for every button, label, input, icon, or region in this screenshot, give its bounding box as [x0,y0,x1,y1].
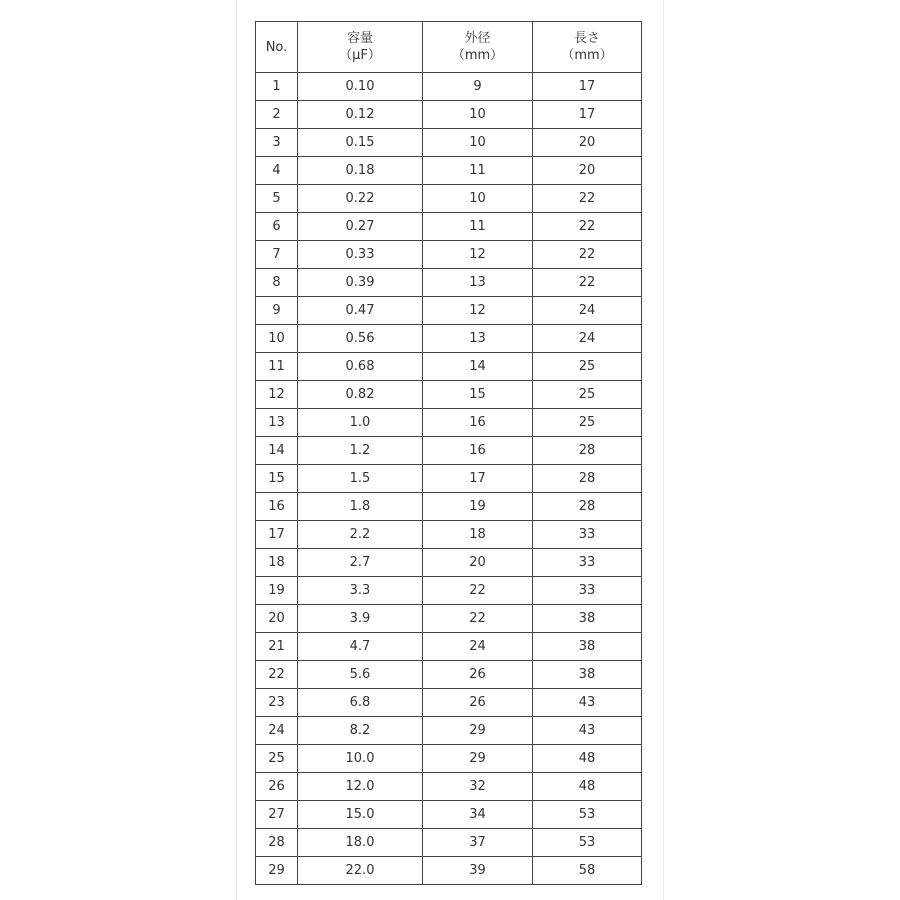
cell-outer-diameter: 10 [423,185,533,213]
table-row [256,745,642,773]
cell-no: 19 [256,577,298,605]
cell-no: 27 [256,801,298,829]
table-row [256,241,642,269]
header-outer-diameter-label: 外径 [464,31,491,46]
cell-no: 5 [256,185,298,213]
cell-no: 21 [256,633,298,661]
cell-outer-diameter: 22 [423,577,533,605]
header-capacitance-unit: （μF） [339,48,381,63]
cell-outer-diameter: 32 [423,773,533,801]
cell-outer-diameter: 24 [423,633,533,661]
table-body [256,73,642,885]
cell-length: 22 [533,269,642,297]
cell-capacitance: 0.82 [298,381,423,409]
table-row [256,157,642,185]
cell-no: 16 [256,493,298,521]
cell-length: 33 [533,577,642,605]
cell-outer-diameter: 14 [423,353,533,381]
table-row [256,465,642,493]
cell-no: 4 [256,157,298,185]
header-no [256,22,298,73]
cell-length: 22 [533,241,642,269]
table-row [256,605,642,633]
cell-capacitance: 10.0 [298,745,423,773]
table-row [256,129,642,157]
cell-outer-diameter: 20 [423,549,533,577]
cell-length: 22 [533,213,642,241]
cell-capacitance: 0.68 [298,353,423,381]
cell-length: 33 [533,549,642,577]
cell-length: 24 [533,297,642,325]
table-row [256,829,642,857]
cell-length: 43 [533,689,642,717]
cell-capacitance: 12.0 [298,773,423,801]
cell-outer-diameter: 19 [423,493,533,521]
cell-outer-diameter: 18 [423,521,533,549]
table-row [256,857,642,885]
capacitor-spec-table [255,21,642,885]
cell-length: 28 [533,465,642,493]
table-row [256,381,642,409]
cell-outer-diameter: 22 [423,605,533,633]
cell-capacitance: 0.33 [298,241,423,269]
cell-length: 43 [533,717,642,745]
cell-capacitance: 0.12 [298,101,423,129]
cell-length: 28 [533,437,642,465]
cell-no: 11 [256,353,298,381]
cell-length: 22 [533,185,642,213]
header-length-label: 長さ [573,31,600,46]
cell-capacitance: 2.2 [298,521,423,549]
cell-no: 14 [256,437,298,465]
cell-no: 25 [256,745,298,773]
table-row [256,661,642,689]
cell-outer-diameter: 15 [423,381,533,409]
cell-capacitance: 0.22 [298,185,423,213]
table-row [256,801,642,829]
table-row [256,325,642,353]
cell-outer-diameter: 11 [423,157,533,185]
cell-outer-diameter: 10 [423,101,533,129]
cell-no: 8 [256,269,298,297]
cell-capacitance: 4.7 [298,633,423,661]
header-length [533,22,642,73]
header-no-label: No. [265,39,288,55]
cell-capacitance: 0.47 [298,297,423,325]
cell-capacitance: 0.39 [298,269,423,297]
cell-capacitance: 3.9 [298,605,423,633]
table-row [256,269,642,297]
cell-length: 25 [533,409,642,437]
cell-length: 58 [533,857,642,885]
cell-length: 20 [533,129,642,157]
cell-no: 20 [256,605,298,633]
cell-length: 48 [533,773,642,801]
table-row [256,577,642,605]
header-capacitance [298,22,423,73]
table-header [256,22,642,73]
table-row [256,549,642,577]
table-row [256,297,642,325]
cell-outer-diameter: 16 [423,409,533,437]
table-row [256,437,642,465]
cell-no: 6 [256,213,298,241]
cell-no: 2 [256,101,298,129]
table-row [256,213,642,241]
cell-no: 22 [256,661,298,689]
cell-outer-diameter: 12 [423,241,533,269]
cell-length: 53 [533,829,642,857]
table-row [256,689,642,717]
cell-length: 38 [533,661,642,689]
table-row [256,185,642,213]
header-outer-diameter-unit: （mm） [451,48,504,63]
cell-outer-diameter: 29 [423,745,533,773]
cell-outer-diameter: 16 [423,437,533,465]
cell-no: 29 [256,857,298,885]
cell-length: 17 [533,101,642,129]
cell-capacitance: 5.6 [298,661,423,689]
cell-length: 28 [533,493,642,521]
cell-capacitance: 1.8 [298,493,423,521]
cell-length: 38 [533,605,642,633]
cell-outer-diameter: 11 [423,213,533,241]
cell-capacitance: 0.15 [298,129,423,157]
header-outer-diameter [423,22,533,73]
cell-length: 25 [533,353,642,381]
cell-outer-diameter: 26 [423,661,533,689]
table-row [256,773,642,801]
cell-capacitance: 1.2 [298,437,423,465]
cell-outer-diameter: 17 [423,465,533,493]
header-length-unit: （mm） [561,48,613,63]
table-row [256,633,642,661]
table-row [256,493,642,521]
header-row [256,22,642,73]
cell-capacitance: 1.5 [298,465,423,493]
cell-capacitance: 1.0 [298,409,423,437]
table-row [256,409,642,437]
cell-length: 33 [533,521,642,549]
cell-outer-diameter: 34 [423,801,533,829]
cell-no: 13 [256,409,298,437]
cell-outer-diameter: 12 [423,297,533,325]
cell-length: 38 [533,633,642,661]
cell-length: 53 [533,801,642,829]
cell-capacitance: 0.56 [298,325,423,353]
table-row [256,73,642,101]
cell-outer-diameter: 9 [423,73,533,101]
cell-no: 9 [256,297,298,325]
cell-length: 20 [533,157,642,185]
cell-no: 18 [256,549,298,577]
cell-no: 12 [256,381,298,409]
cell-no: 3 [256,129,298,157]
cell-outer-diameter: 39 [423,857,533,885]
cell-outer-diameter: 10 [423,129,533,157]
cell-capacitance: 0.18 [298,157,423,185]
cell-capacitance: 15.0 [298,801,423,829]
table-row [256,101,642,129]
cell-length: 24 [533,325,642,353]
cell-outer-diameter: 13 [423,325,533,353]
table-row [256,717,642,745]
cell-no: 17 [256,521,298,549]
table-row [256,521,642,549]
cell-capacitance: 22.0 [298,857,423,885]
cell-no: 26 [256,773,298,801]
cell-outer-diameter: 13 [423,269,533,297]
cell-capacitance: 0.27 [298,213,423,241]
cell-capacitance: 3.3 [298,577,423,605]
cell-capacitance: 6.8 [298,689,423,717]
cell-outer-diameter: 26 [423,689,533,717]
cell-no: 24 [256,717,298,745]
cell-capacitance: 0.10 [298,73,423,101]
cell-no: 23 [256,689,298,717]
cell-capacitance: 2.7 [298,549,423,577]
cell-no: 28 [256,829,298,857]
cell-capacitance: 18.0 [298,829,423,857]
cell-length: 17 [533,73,642,101]
cell-no: 7 [256,241,298,269]
cell-capacitance: 8.2 [298,717,423,745]
cell-no: 1 [256,73,298,101]
cell-outer-diameter: 29 [423,717,533,745]
cell-length: 25 [533,381,642,409]
cell-no: 15 [256,465,298,493]
cell-outer-diameter: 37 [423,829,533,857]
table-row [256,353,642,381]
cell-length: 48 [533,745,642,773]
header-capacitance-label: 容量 [346,31,373,46]
cell-no: 10 [256,325,298,353]
